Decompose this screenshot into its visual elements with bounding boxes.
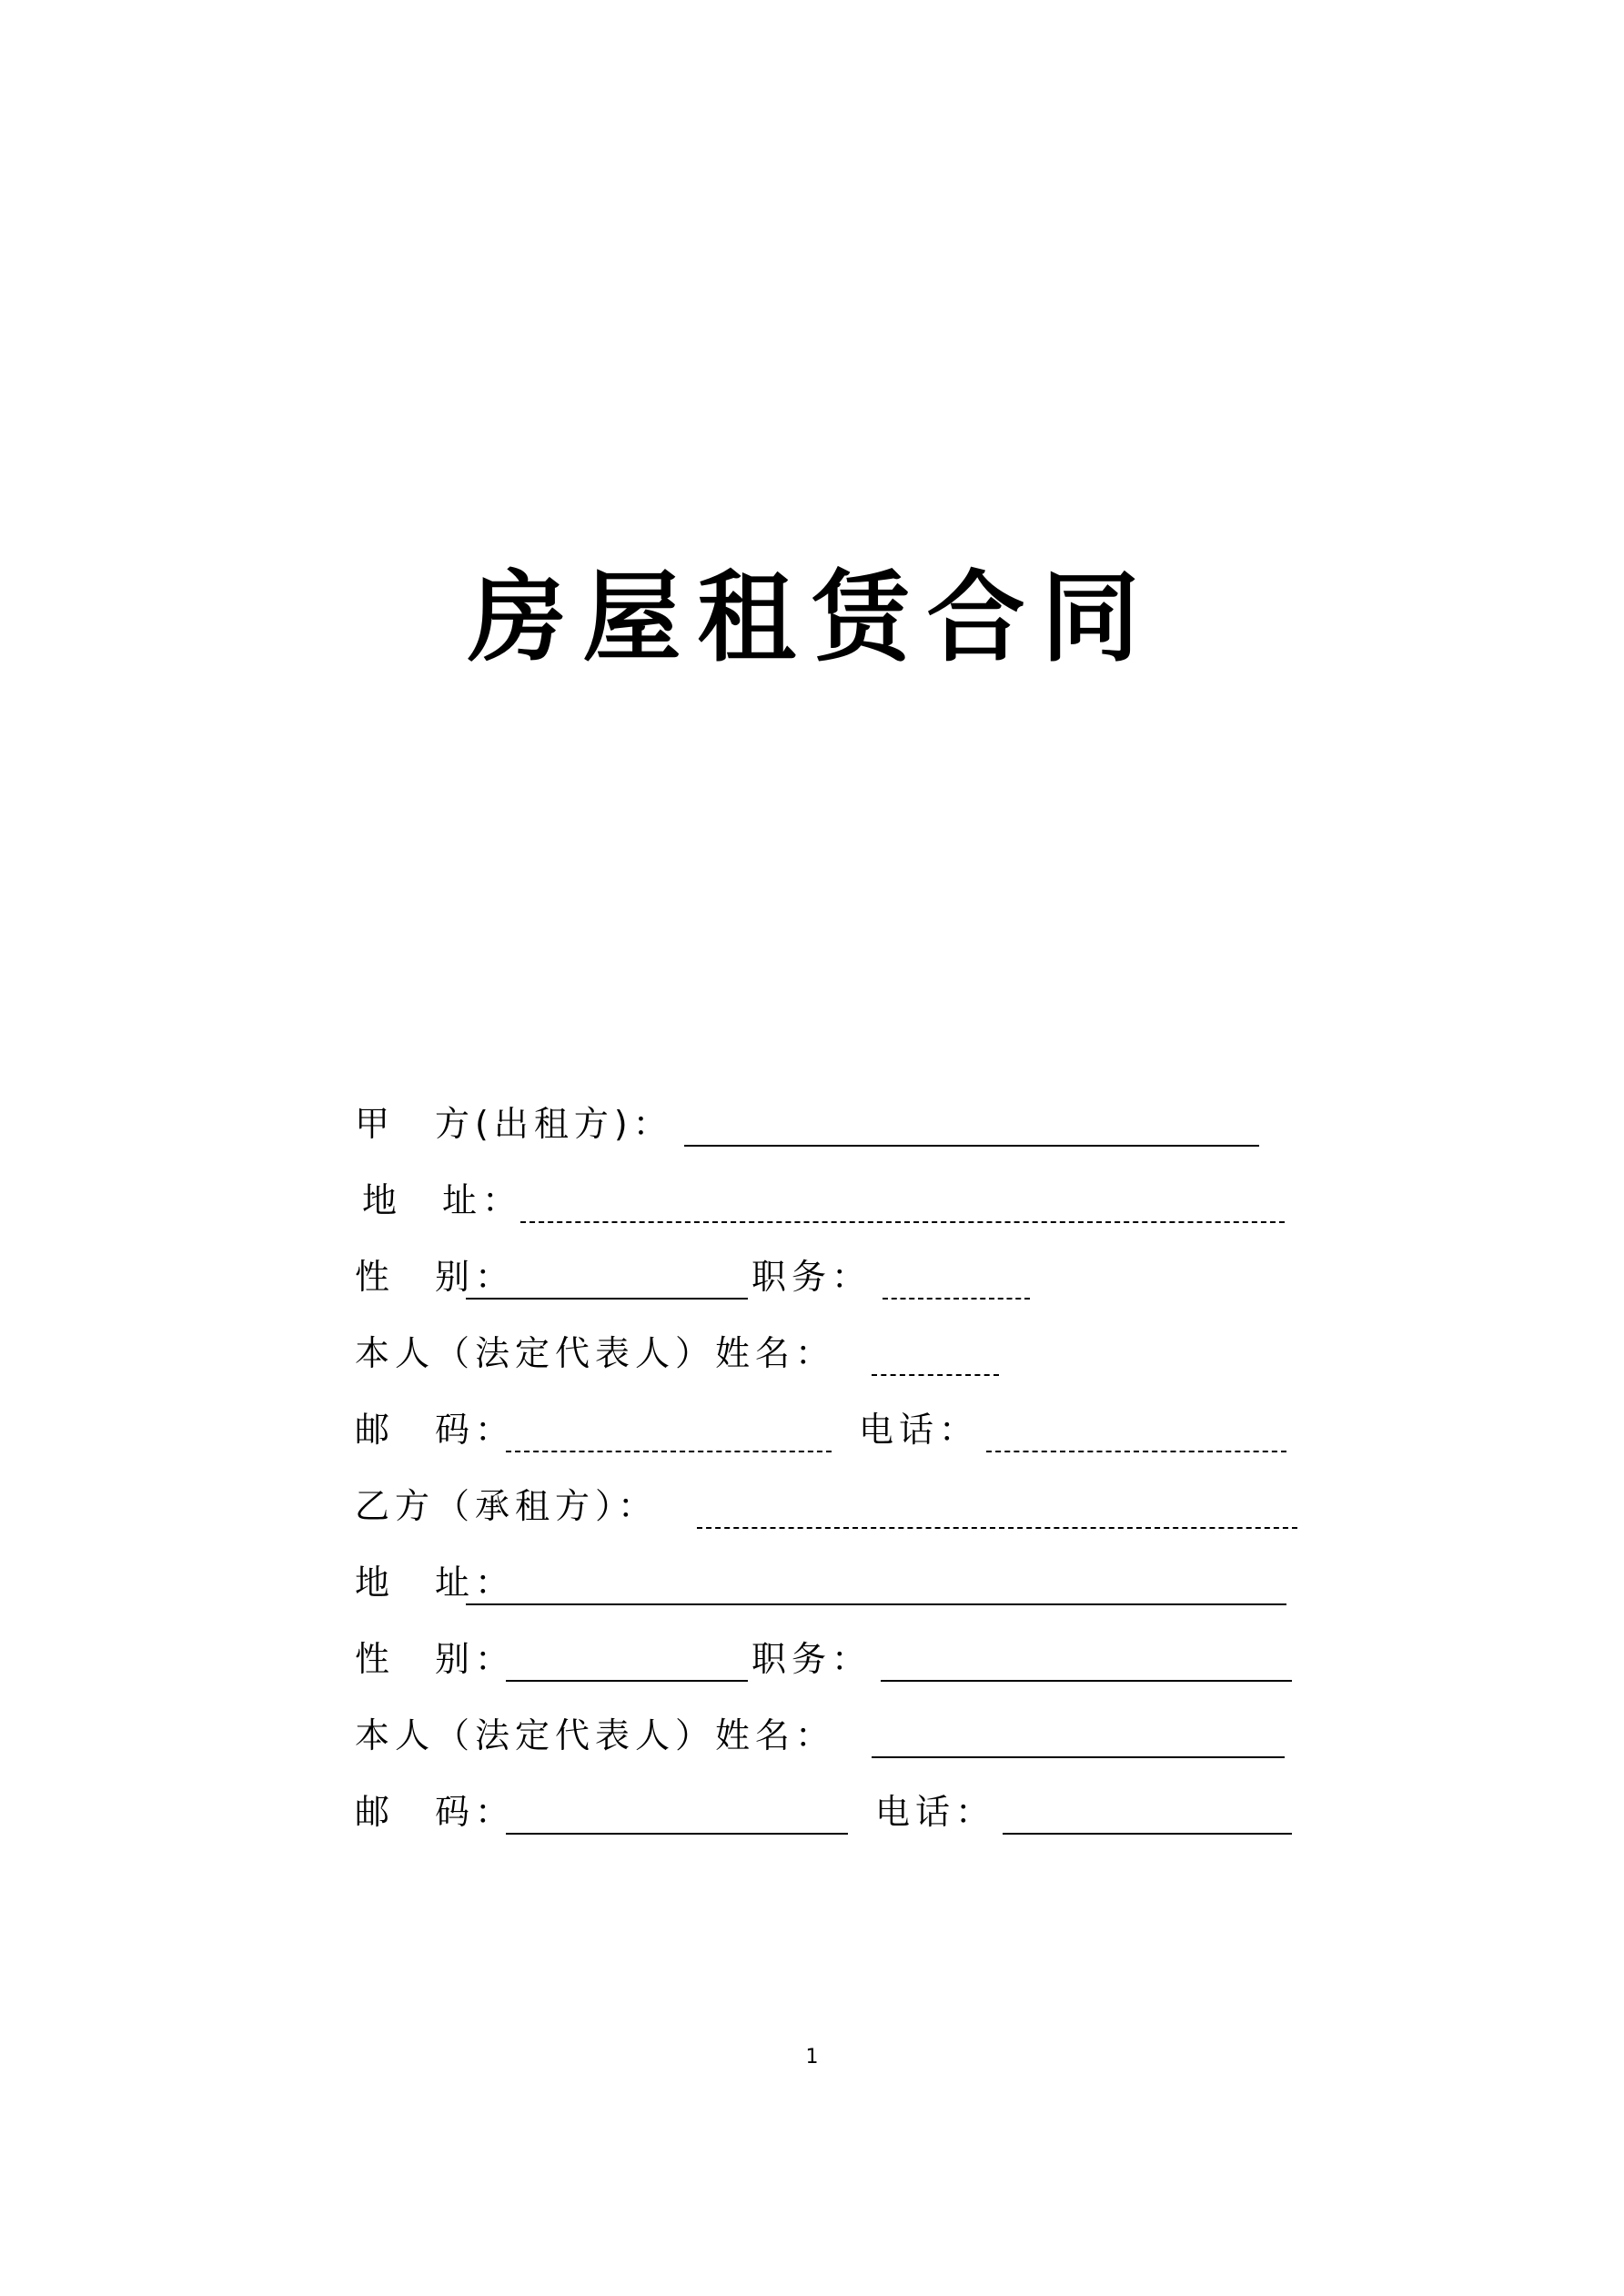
party-a-representative-label: 本人（法定代表人）姓名： <box>355 1333 836 1373</box>
party-a-heading: 甲 方(出租方)： <box>355 1104 673 1144</box>
party-a-address-label: 地 址： <box>362 1180 523 1220</box>
page-number: 1 <box>805 2046 819 2068</box>
party-b-representative-label: 本人（法定代表人）姓名： <box>355 1715 836 1755</box>
party-b-gender-label: 性 别： <box>355 1639 516 1679</box>
party-b-name-field[interactable] <box>697 1527 1297 1529</box>
party-a-address-field[interactable] <box>520 1221 1285 1223</box>
party-b-address-label: 地 址： <box>355 1563 516 1603</box>
party-b-address-field[interactable] <box>466 1603 1286 1605</box>
document-title: 房屋租赁合同 <box>468 561 1156 675</box>
party-a-position-label: 职务： <box>751 1257 873 1297</box>
party-b-postcode-field[interactable] <box>506 1833 848 1835</box>
party-a-postcode-field[interactable] <box>506 1451 832 1452</box>
party-a-representative-field[interactable] <box>872 1374 999 1376</box>
party-b-position-field[interactable] <box>881 1680 1292 1682</box>
party-b-heading: 乙方（承租方）： <box>355 1486 659 1526</box>
party-b-gender-field[interactable] <box>506 1680 748 1682</box>
party-b-phone-field[interactable] <box>1003 1833 1292 1835</box>
party-a-gender-label: 性 别： <box>355 1257 516 1297</box>
party-a-position-field[interactable] <box>883 1298 1030 1300</box>
party-b-postcode-label: 邮 码： <box>355 1792 516 1832</box>
party-b-position-label: 职务： <box>751 1639 873 1679</box>
party-a-phone-label: 电话： <box>859 1410 980 1450</box>
party-b-phone-label: 电话： <box>875 1792 996 1832</box>
party-a-phone-field[interactable] <box>986 1451 1286 1452</box>
party-b-representative-field[interactable] <box>872 1756 1285 1758</box>
party-a-gender-field[interactable] <box>466 1298 748 1300</box>
party-a-postcode-label: 邮 码： <box>355 1410 516 1450</box>
party-a-name-field[interactable] <box>684 1145 1259 1147</box>
